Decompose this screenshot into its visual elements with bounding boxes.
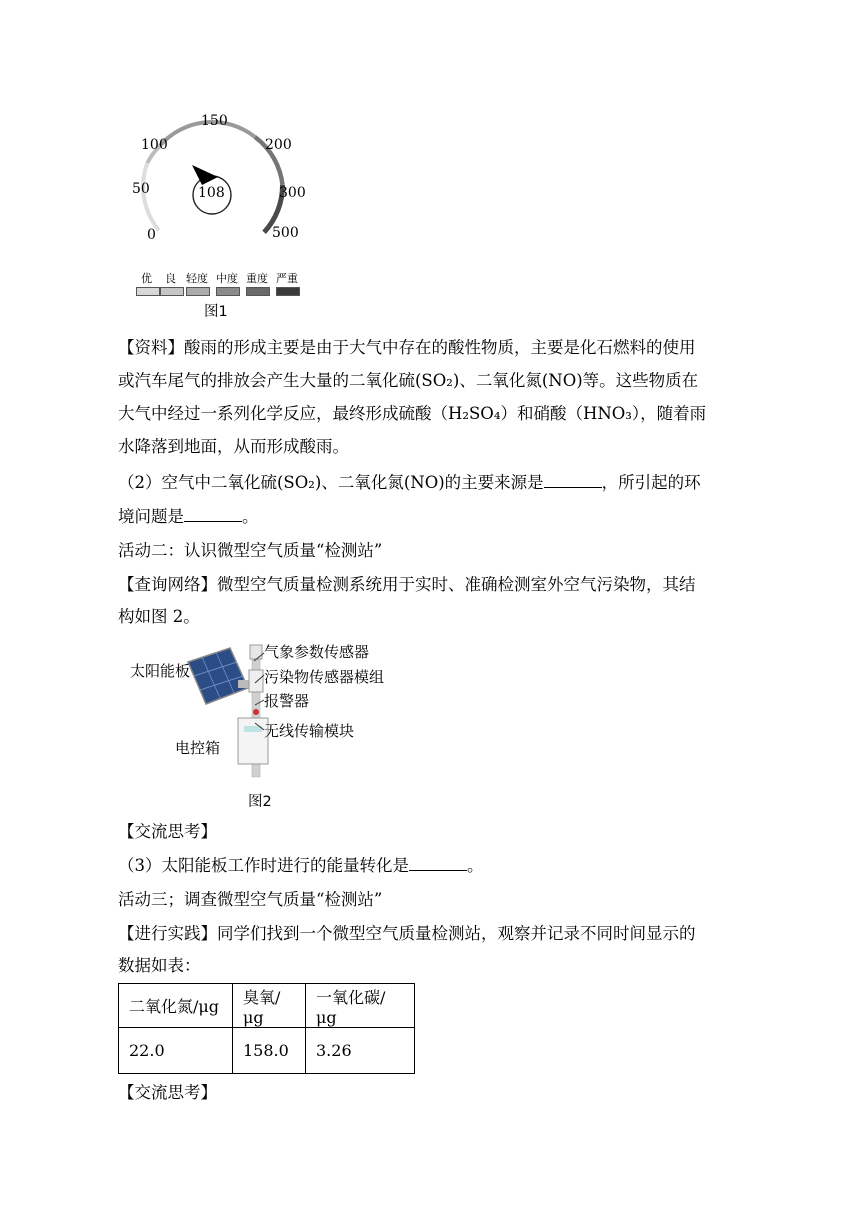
category-label: 重度 (246, 272, 268, 285)
table-header-row (119, 984, 415, 1028)
pollutant-data-table (118, 983, 415, 1074)
data-paragraph-line: 【资料】酸雨的形成主要是由于大气中存在的酸性物质，主要是化石燃料的使用 (118, 338, 696, 357)
category-swatch (246, 287, 270, 296)
category-label: 轻度 (186, 272, 208, 285)
answer-blank[interactable] (409, 854, 467, 871)
figure2-caption: 图2 (248, 794, 272, 810)
practice-paragraph-line: 数据如表： (118, 956, 201, 975)
label-wireless-module: 无线传输模块 (264, 722, 355, 740)
table-cell: 158.0 (233, 1028, 306, 1074)
question-3-line (118, 849, 738, 882)
dial-value: 108 (198, 185, 225, 201)
question-2-line (118, 500, 738, 533)
tick-label: 100 (141, 137, 168, 153)
exchange-heading: 【交流思考】 (118, 1083, 217, 1102)
category-swatch (186, 287, 210, 296)
category-swatch (136, 287, 160, 296)
activity-3-heading: 活动三；调查微型空气质量“检测站” (118, 890, 383, 909)
question-3-text: 。 (467, 856, 484, 875)
question-3-text: （3）太阳能板工作时进行的能量转化是 (118, 856, 409, 875)
query-paragraph-line: 构如图 2。 (118, 607, 200, 626)
data-paragraph-line: 水降落到地面，从而形成酸雨。 (118, 437, 349, 456)
table-cell: 22.0 (119, 1028, 233, 1074)
label-weather-sensor: 气象参数传感器 (264, 643, 370, 661)
data-paragraph-line: 大气中经过一系列化学反应，最终形成硫酸（H₂SO₄）和硝酸（HNO₃），随着雨 (118, 404, 707, 423)
answer-blank[interactable] (544, 471, 602, 488)
tick-label: 300 (279, 185, 306, 201)
category-label: 严重 (276, 272, 298, 285)
label-solar-panel: 太阳能板 (130, 662, 191, 680)
figure1-caption: 图1 (204, 304, 228, 320)
label-alarm: 报警器 (264, 692, 310, 710)
label-control-box: 电控箱 (175, 739, 221, 757)
category-swatch (276, 287, 300, 296)
tick-label: 0 (147, 227, 156, 243)
label-pollutant-sensor: 污染物传感器模组 (264, 668, 385, 686)
category-label: 中度 (216, 272, 238, 285)
question-2-text: （2）空气中二氧化硫(SO₂)、二氧化氮(NO)的主要来源是 (118, 473, 544, 492)
question-2-text: 。 (242, 507, 259, 526)
query-paragraph-line: 【查询网络】微型空气质量检测系统用于实时、准确检测室外空气污染物，其结 (118, 575, 696, 594)
table-header-cell: 臭氧/μg (233, 984, 306, 1028)
exchange-heading: 【交流思考】 (118, 822, 217, 841)
category-swatch (216, 287, 240, 296)
question-2-text: 境问题是 (118, 507, 184, 526)
tick-label: 150 (201, 113, 228, 129)
tick-label: 50 (132, 181, 150, 197)
question-2-text: ，所引起的环 (601, 473, 701, 492)
tick-label: 200 (265, 137, 292, 153)
answer-blank[interactable] (184, 505, 242, 522)
category-label: 良 (165, 272, 176, 285)
question-2-line (118, 466, 738, 499)
practice-paragraph-line: 【进行实践】同学们找到一个微型空气质量检测站，观察并记录不同时间显示的 (118, 924, 696, 943)
table-cell: 3.26 (306, 1028, 415, 1074)
table-row (119, 1028, 415, 1074)
activity-2-heading: 活动二：认识微型空气质量“检测站” (118, 541, 383, 560)
category-swatch (160, 287, 184, 296)
table-header-cell: 二氧化氮/μg (119, 984, 233, 1028)
table-header-cell: 一氧化碳/μg (306, 984, 415, 1028)
tick-label: 500 (272, 225, 299, 241)
category-label: 优 (141, 272, 152, 285)
data-paragraph-line: 或汽车尾气的排放会产生大量的二氧化硫(SO₂)、二氧化氮(NO)等。这些物质在 (118, 371, 699, 390)
